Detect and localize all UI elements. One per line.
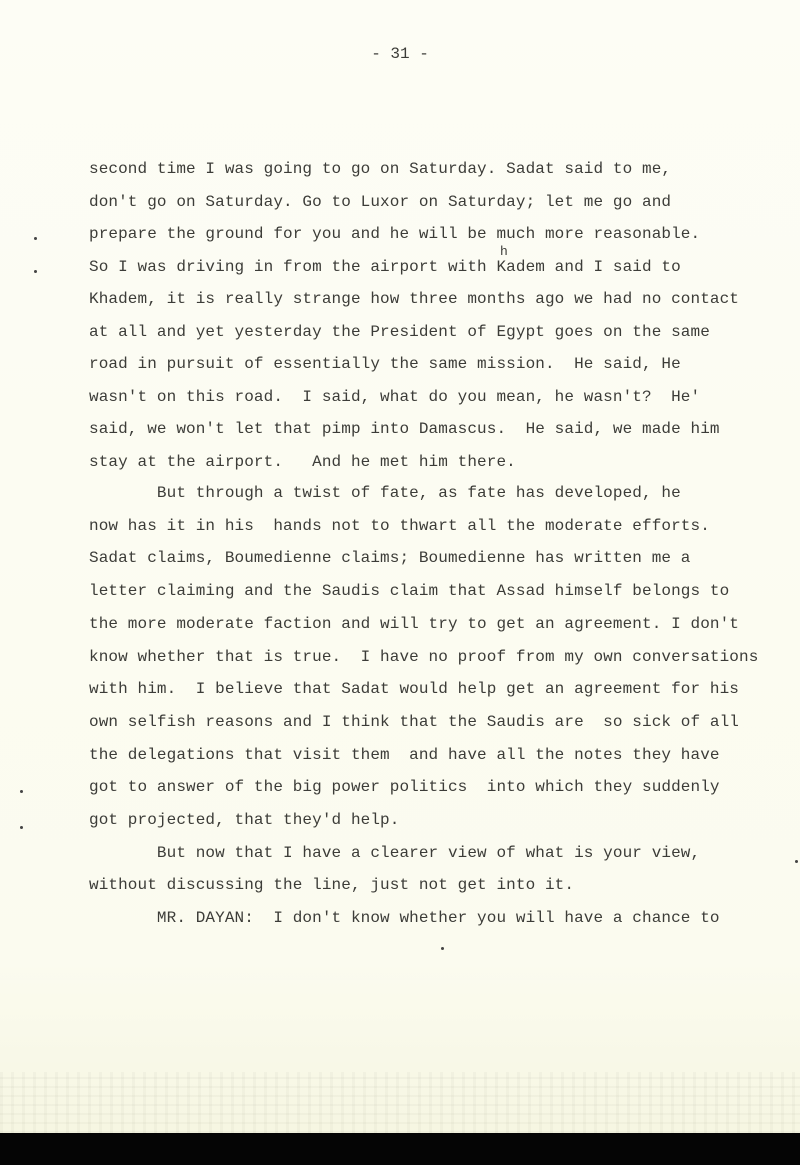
text-line: But now that I have a clearer view of what is your view,	[89, 843, 701, 862]
text-line: the more moderate faction and will try to get an agreement. I don't	[89, 614, 740, 633]
text-line: at all and yet yesterday the President of Egypt goes on the same	[89, 322, 710, 341]
text-line: without discussing the line, just not get into it.	[89, 876, 575, 895]
text-line: the delegations that visit them and have all the notes they have	[89, 745, 720, 764]
text-line: got to answer of the big power politics into which they suddenly	[89, 778, 720, 797]
text-line: second time I was going to go on Saturday. Sadat said to me,	[89, 160, 672, 178]
text-line: Khadem, it is really strange how three months ago we had no contact	[89, 290, 740, 308]
margin-mark	[34, 270, 37, 273]
scan-border	[0, 1133, 800, 1165]
text-line: now has it in his hands not to thwart all the moderate efforts.	[89, 516, 710, 535]
margin-mark	[20, 790, 23, 793]
text-line: said, we won't let that pimp into Damascus. He said, we made him	[89, 420, 720, 438]
text-line: stay at the airport. And he met him there.	[89, 452, 516, 471]
text-line: road in pursuit of essentially the same mission. He said, He	[89, 355, 681, 373]
text-line: Sadat claims, Boumedienne claims; Boumedienne has written me a	[89, 549, 691, 568]
text-line: wasn't on this road. I said, what do you mean, he wasn't? He'	[89, 387, 701, 406]
text-line: But through a twist of fate, as fate has developed, he	[89, 484, 681, 502]
text-line: know whether that is true. I have no proof from my own conversations	[89, 647, 759, 666]
margin-mark	[795, 860, 798, 863]
text-line: got projected, that they'd help.	[89, 811, 400, 829]
margin-mark	[34, 237, 37, 240]
margin-mark	[20, 826, 23, 829]
margin-mark	[441, 947, 444, 950]
text-line: with him. I believe that Sadat would help get an agreement for his	[89, 680, 740, 699]
text-line: don't go on Saturday. Go to Luxor on Saturday; let me go and	[89, 192, 672, 211]
handwritten-insert: h	[500, 244, 508, 259]
text-line: So I was driving in from the airport with Kadem and I said to	[89, 257, 681, 276]
scan-noise	[0, 1072, 800, 1133]
page-number: - 31 -	[371, 45, 429, 63]
text-line: MR. DAYAN: I don't know whether you will have a chance to	[89, 909, 720, 928]
text-line: own selfish reasons and I think that the Saudis are so sick of all	[89, 712, 740, 731]
text-line: letter claiming and the Saudis claim that Assad himself belongs to	[89, 582, 730, 601]
text-line: prepare the ground for you and he will be much more reasonable.	[89, 225, 701, 243]
